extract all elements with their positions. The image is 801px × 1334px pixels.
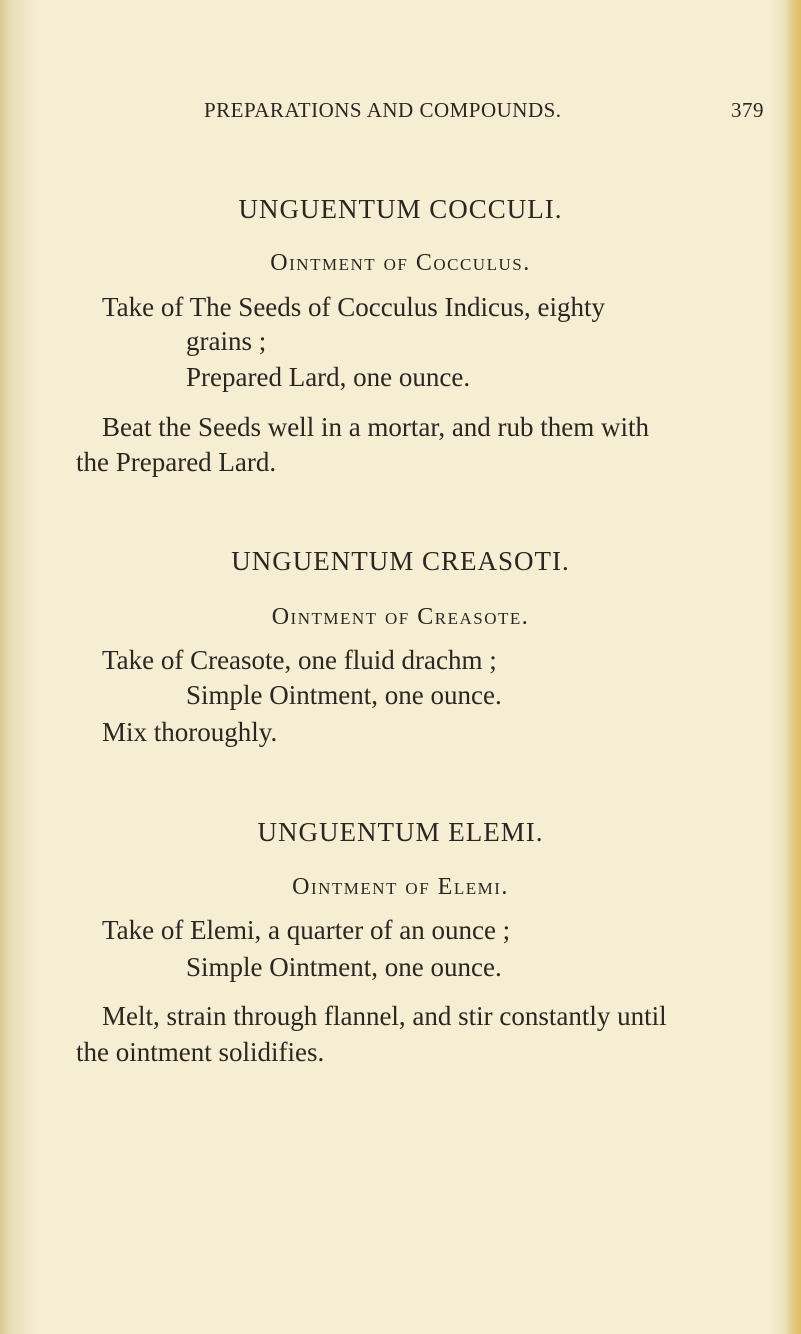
text-line: Simple Ointment, one ounce.: [186, 952, 502, 982]
section-subheading: Ointment of Elemi.: [292, 874, 509, 900]
section-subheading: Ointment of Creasote.: [271, 604, 530, 630]
text-line: grains ;: [186, 326, 267, 356]
text-line: Melt, strain through flannel, and stir constantly until: [102, 1001, 667, 1031]
text-line: Take of The Seeds of Cocculus Indicus, eighty: [102, 292, 605, 322]
text-line: Beat the Seeds well in a mortar, and rub them with: [102, 412, 650, 442]
text-line: Take of Creasote, one fluid drachm ;: [102, 645, 497, 675]
section-heading: UNGUENTUM CREASOTI.: [231, 546, 570, 576]
text-line: Prepared Lard, one ounce.: [186, 362, 471, 392]
text-line: Mix thoroughly.: [102, 717, 278, 747]
section-subheading: Ointment of Cocculus.: [270, 250, 531, 276]
text-line: Take of Elemi, a quarter of an ounce ;: [102, 915, 511, 945]
text-line: the ointment solidifies.: [76, 1037, 325, 1067]
section-heading: UNGUENTUM ELEMI.: [257, 817, 544, 847]
text-line: the Prepared Lard.: [76, 447, 277, 477]
running-head-title: PREPARATIONS AND COMPOUNDS.: [204, 98, 562, 122]
page-number: 379: [731, 98, 764, 122]
section-heading: UNGUENTUM COCCULI.: [238, 194, 563, 224]
text-line: Simple Ointment, one ounce.: [186, 680, 502, 710]
